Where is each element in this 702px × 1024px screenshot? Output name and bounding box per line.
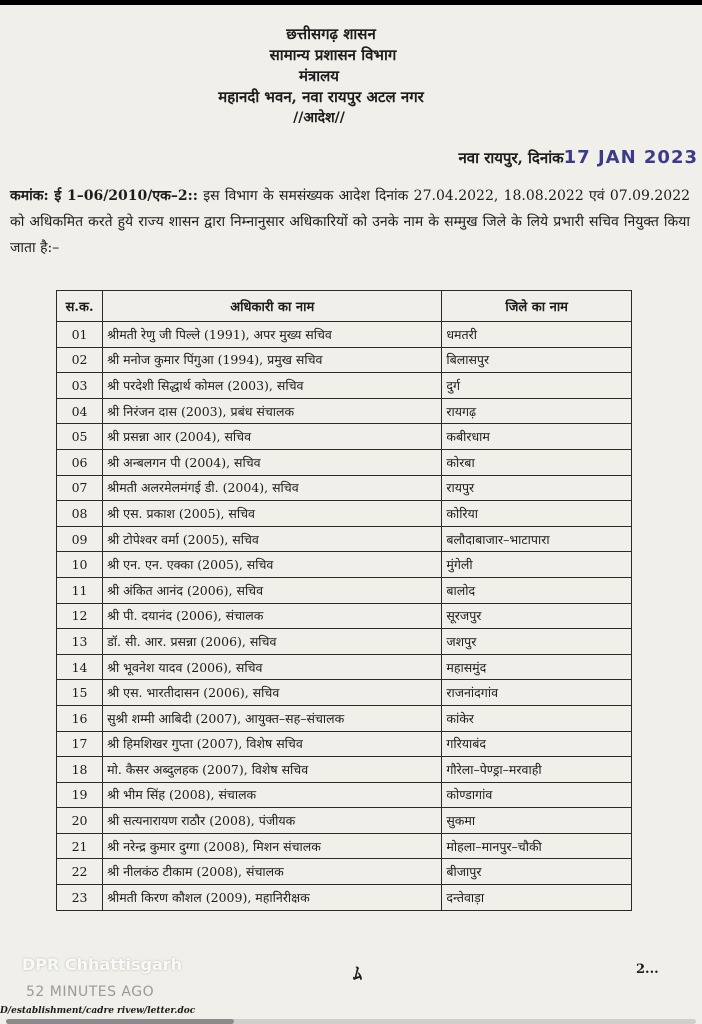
cell-sno: 04 <box>57 398 103 424</box>
table-row <box>57 475 632 501</box>
cell-district: महासमुंद <box>442 654 632 680</box>
cell-sno: 23 <box>57 885 103 911</box>
cell-officer-name: श्री निरंजन दास (2003), प्रबंध संचालक <box>103 398 442 424</box>
table-row <box>57 782 632 808</box>
cell-officer-name: श्रीमती अलरमेलमंगई डी. (2004), सचिव <box>103 475 442 501</box>
cell-district: कोरिया <box>442 501 632 527</box>
cell-officer-name: श्री अंकित आनंद (2006), सचिव <box>103 577 442 603</box>
cell-sno: 16 <box>57 705 103 731</box>
source-watermark: DPR Chhattisgarh <box>22 955 183 974</box>
cell-sno: 11 <box>57 577 103 603</box>
cell-district: कबीरधाम <box>442 424 632 450</box>
cell-sno: 03 <box>57 373 103 399</box>
cell-officer-name: श्री एन. एन. एक्का (2005), सचिव <box>103 552 442 578</box>
table-row <box>57 757 632 783</box>
cell-district: दुर्ग <box>442 373 632 399</box>
cell-sno: 14 <box>57 654 103 680</box>
cell-officer-name: श्री नीलकंठ टीकाम (2008), संचालक <box>103 859 442 885</box>
cell-sno: 18 <box>57 757 103 783</box>
cell-officer-name: श्री एस. प्रकाश (2005), सचिव <box>103 501 442 527</box>
cell-district: मोहला–मानपुर–चौकी <box>442 833 632 859</box>
cell-officer-name: श्री अन्बलगन पी (2004), सचिव <box>103 449 442 475</box>
cell-district: धमतरी <box>442 322 632 348</box>
file-path: D/establishment/cadre rivew/letter.doc <box>0 1006 196 1016</box>
dateline-place: नवा रायपुर, दिनांक <box>458 149 564 167</box>
cell-officer-name: श्री भीम सिंह (2008), संचालक <box>103 782 442 808</box>
cell-district: कोरबा <box>442 449 632 475</box>
table-body <box>57 322 632 911</box>
cell-sno: 17 <box>57 731 103 757</box>
table-row <box>57 373 632 399</box>
cell-district: राजनांदगांव <box>442 680 632 706</box>
header-government: छत्तीसगढ़ शासन <box>286 25 376 43</box>
cell-district: रायपुर <box>442 475 632 501</box>
cell-sno: 10 <box>57 552 103 578</box>
cell-district: सुकमा <box>442 808 632 834</box>
cell-sno: 22 <box>57 859 103 885</box>
col-header-officer: अधिकारी का नाम <box>103 291 442 322</box>
table-row <box>57 603 632 629</box>
header-address: महानदी भवन, नवा रायपुर अटल नगर <box>218 88 424 106</box>
table-row <box>57 552 632 578</box>
cell-officer-name: श्री एस. भारतीदासन (2006), सचिव <box>103 680 442 706</box>
cell-district: रायगढ़ <box>442 398 632 424</box>
cell-district: बिलासपुर <box>442 347 632 373</box>
handwritten-mark: ﾑ <box>353 964 362 985</box>
table-row <box>57 859 632 885</box>
cell-district: कोण्डागांव <box>442 782 632 808</box>
table-row <box>57 808 632 834</box>
order-text: इस विभाग के समसंख्यक आदेश दिनांक 27.04.2022, 18.08.2022 एवं 07.09.2022 को अधिकमित करते हुये राज्य शासन द्वारा निम्नानुसार अधिकारियों को उनके नाम के सम्मुख जिले के लिये प्रभारी सचिव नियुक्त किया जाता है:– <box>10 188 691 256</box>
table-row <box>57 885 632 911</box>
cell-district: कांकेर <box>442 705 632 731</box>
cell-sno: 06 <box>57 449 103 475</box>
officers-table <box>56 290 632 911</box>
cell-district: बालोद <box>442 577 632 603</box>
col-header-district: जिले का नाम <box>442 291 632 322</box>
cell-district: सूरजपुर <box>442 603 632 629</box>
order-number: कमांक: ई 1–06/2010/एक–2:: <box>10 188 198 204</box>
table-row <box>57 654 632 680</box>
table-row <box>57 680 632 706</box>
post-time-ago: 52 MINUTES AGO <box>26 984 155 1000</box>
table-row <box>57 705 632 731</box>
table-row <box>57 424 632 450</box>
table-row <box>57 731 632 757</box>
cell-district: बीजापुर <box>442 859 632 885</box>
cell-district: बलौदाबाजार–भाटापारा <box>442 526 632 552</box>
table-row <box>57 629 632 655</box>
cell-sno: 02 <box>57 347 103 373</box>
cell-district: मुंगेली <box>442 552 632 578</box>
cell-officer-name: श्री प्रसन्ना आर (2004), सचिव <box>103 424 442 450</box>
table-row <box>57 449 632 475</box>
cell-officer-name: श्री पी. दयानंद (2006), संचालक <box>103 603 442 629</box>
cell-officer-name: मो. कैसर अब्दुलहक (2007), विशेष सचिव <box>103 757 442 783</box>
cell-district: जशपुर <box>442 629 632 655</box>
cell-officer-name: श्रीमती रेणु जी पिल्ले (1991), अपर मुख्य सचिव <box>103 322 442 348</box>
col-header-sno: स.क. <box>57 291 103 322</box>
cell-officer-name: श्री टोपेश्वर वर्मा (2005), सचिव <box>103 526 442 552</box>
table-row <box>57 833 632 859</box>
cell-officer-name: डॉ. सी. आर. प्रसन्ना (2006), सचिव <box>103 629 442 655</box>
cell-sno: 08 <box>57 501 103 527</box>
cell-officer-name: श्री भूवनेश यादव (2006), सचिव <box>103 654 442 680</box>
table-row <box>57 398 632 424</box>
table-row <box>57 526 632 552</box>
next-page-indicator: 2... <box>636 962 659 977</box>
table-row <box>57 322 632 348</box>
cell-officer-name: श्री हिमशिखर गुप्ता (2007), विशेष सचिव <box>103 731 442 757</box>
cell-officer-name: श्रीमती किरण कौशल (2009), महानिरीक्षक <box>103 885 442 911</box>
cell-sno: 09 <box>57 526 103 552</box>
cell-district: गौरेला–पेण्ड्रा–मरवाही <box>442 757 632 783</box>
cell-officer-name: श्री मनोज कुमार पिंगुआ (1994), प्रमुख सचिव <box>103 347 442 373</box>
cell-district: गरियाबंद <box>442 731 632 757</box>
cell-sno: 12 <box>57 603 103 629</box>
cell-sno: 05 <box>57 424 103 450</box>
order-paragraph <box>10 183 690 261</box>
cell-sno: 13 <box>57 629 103 655</box>
cell-sno: 19 <box>57 782 103 808</box>
table-row <box>57 347 632 373</box>
cell-officer-name: श्री नरेन्द्र कुमार दुग्गा (2008), मिशन संचालक <box>103 833 442 859</box>
table-row <box>57 501 632 527</box>
dateline <box>458 147 698 168</box>
cell-district: दन्तेवाड़ा <box>442 885 632 911</box>
cell-officer-name: श्री सत्यनारायण राठौर (2008), पंजीयक <box>103 808 442 834</box>
date-stamp: 17 JAN 2023 <box>563 147 698 168</box>
story-progress-bar <box>6 1019 696 1024</box>
header-order-title: //आदेश// <box>293 110 345 126</box>
cell-sno: 20 <box>57 808 103 834</box>
table-row <box>57 577 632 603</box>
cell-sno: 21 <box>57 833 103 859</box>
letterhead <box>0 24 702 129</box>
top-status-bar <box>0 0 702 5</box>
table-header-row <box>57 291 632 322</box>
header-department: सामान्य प्रशासन विभाग <box>269 46 397 64</box>
cell-officer-name: सुश्री शम्मी आबिदी (2007), आयुक्त–सह–संचालक <box>103 705 442 731</box>
cell-sno: 15 <box>57 680 103 706</box>
header-ministry: मंत्रालय <box>298 67 339 85</box>
cell-officer-name: श्री परदेशी सिद्धार्थ कोमल (2003), सचिव <box>103 373 442 399</box>
story-progress-fill <box>6 1019 234 1024</box>
cell-sno: 07 <box>57 475 103 501</box>
cell-sno: 01 <box>57 322 103 348</box>
